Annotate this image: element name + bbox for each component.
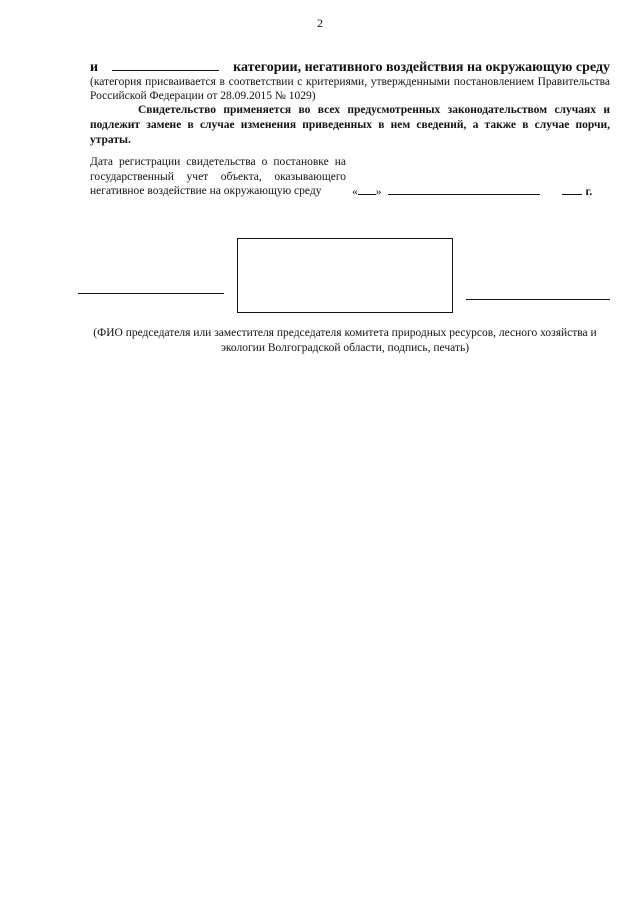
registration-label: Дата регистрации свидетельства о постановке на государственный учет объекта, оказывающего негативное воздействие на окружающую среду [90, 156, 346, 197]
month-blank-field [388, 184, 540, 195]
category-blank-field [112, 58, 219, 71]
stamp-box [237, 238, 453, 313]
category-prefix: и [90, 60, 99, 75]
signature-line-left [78, 293, 224, 294]
quote-open: « [352, 186, 358, 198]
registration-date [352, 184, 610, 198]
signature-line-right [466, 299, 610, 300]
year-blank-field [562, 184, 582, 195]
quote-close: » [375, 186, 382, 198]
year-suffix: г. [585, 186, 593, 198]
signature-caption: (ФИО председателя или заместителя председателя комитета природных ресурсов, лесного хозяйства и экологии Волгоградской области, подпись, печать) [93, 327, 597, 354]
category-suffix: категории, негативного воздействия на окружающую среду [233, 60, 610, 75]
category-note: (категория присваивается в соответствии с критериями, утвержденными постановлением Правительства Российской Федерации от 28.09.2015 № 1029) [90, 76, 610, 102]
page-number: 2 [317, 16, 323, 30]
day-blank-field [358, 184, 376, 195]
category-line [90, 58, 610, 76]
certificate-paragraph: Свидетельство применяется во всех предусмотренных законодательством случаях и подлежит замене в случае изменения приведенных в нем сведений, а также в случае порчи, утраты. [90, 104, 610, 146]
